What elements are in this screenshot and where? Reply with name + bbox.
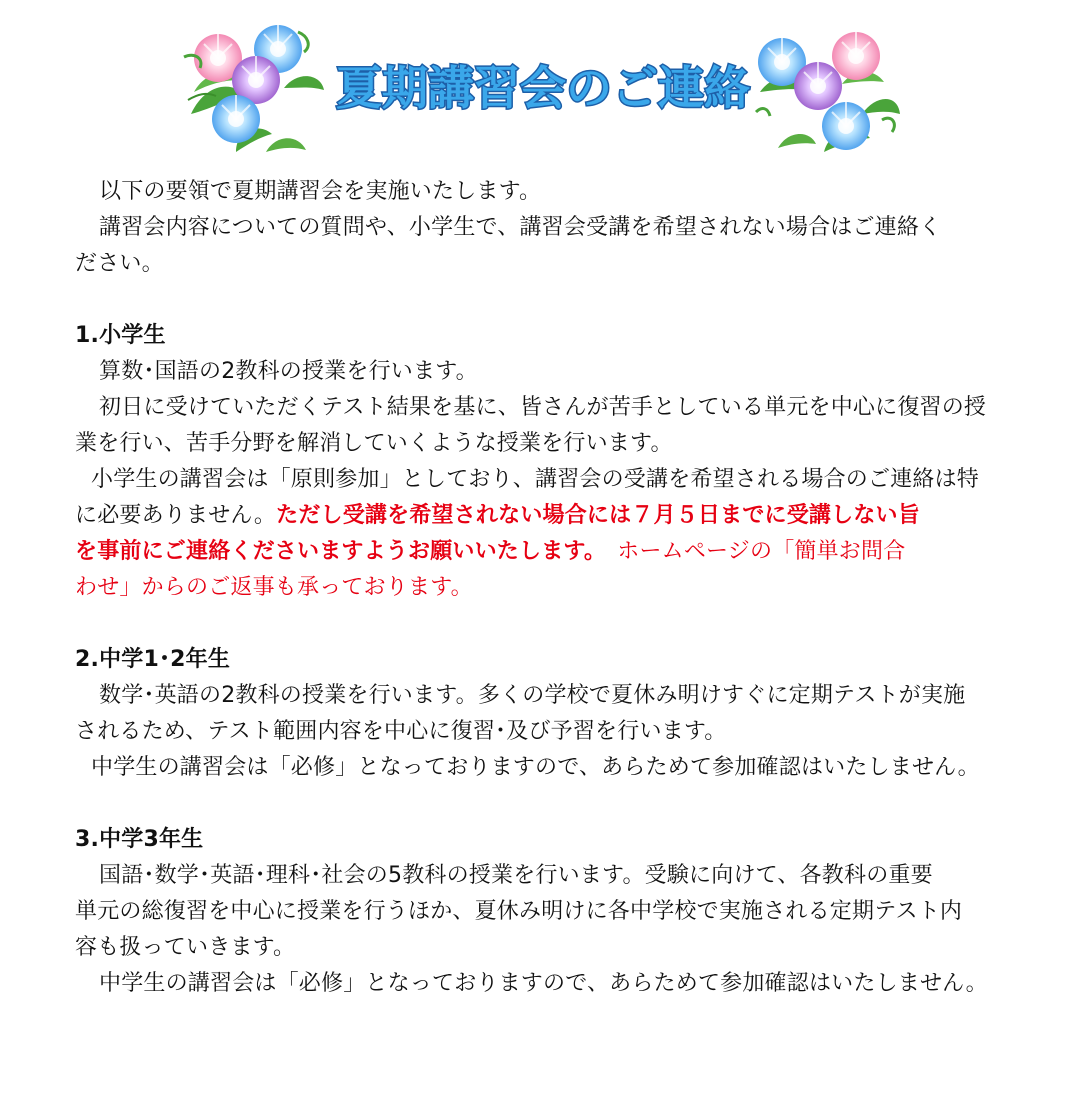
intro-line-2: 講習会内容についての質問や、小学生で、講習会受講を希望されない場合はご連絡く — [99, 215, 942, 240]
junior3-paragraph-1b: 単元の総復習を中心に授業を行うほか、夏休み明けに各中学校で実施される定期テスト内 — [75, 899, 963, 924]
section-heading-junior-3: 3.中学3年生 — [75, 827, 204, 852]
morning-glory-right-icon — [752, 22, 902, 167]
elementary-contact-request: を事前にご連絡くださいますようお願いいたします。 — [75, 539, 596, 564]
page-title: 夏期講習会のご連絡 — [336, 62, 750, 114]
elementary-paragraph-2a: 初日に受けていただくテスト結果を基に、皆さんが苦手としている単元を中心に復習の授 — [99, 395, 987, 420]
elementary-paragraph-3a: 小学生の講習会は「原則参加」としており、講習会の受講を希望される場合のご連絡は特 — [91, 467, 980, 492]
junior3-paragraph-1c: 容も扱っていきます。 — [75, 935, 296, 960]
junior12-paragraph-1a: 数学･英語の2教科の授業を行います。多くの学校で夏休み明けすぐに定期テストが実施 — [99, 683, 966, 708]
intro-line-1: 以下の要領で夏期講習会を実施いたします。 — [99, 179, 542, 204]
junior12-paragraph-1b: されるため、テスト範囲内容を中心に復習･及び予習を行います。 — [75, 719, 727, 744]
junior12-paragraph-2: 中学生の講習会は「必修」となっておりますので、あらためて参加確認はいたしません。 — [91, 755, 980, 780]
homepage-contact-note-continued: わせ」からのご返事も承っております。 — [75, 575, 473, 600]
elementary-paragraph-1: 算数･国語の2教科の授業を行います。 — [99, 359, 478, 384]
elementary-deadline-warning: ただし受講を希望されない場合には７月５日までに受講しない旨 — [276, 503, 920, 528]
section-heading-elementary: 1.小学生 — [75, 323, 166, 348]
homepage-contact-note: ホームページの「簡単お問合 — [595, 539, 906, 564]
intro-line-3: ださい。 — [75, 251, 164, 276]
announcement-body — [75, 174, 1005, 1002]
header — [0, 0, 1074, 170]
elementary-normal-note: に必要ありません。 — [75, 503, 277, 528]
junior3-paragraph-1a: 国語･数学･英語･理科･社会の5教科の授業を行います。受験に向けて、各教科の重要 — [99, 863, 933, 888]
junior3-paragraph-2: 中学生の講習会は「必修」となっておりますので、あらためて参加確認はいたしません。 — [99, 971, 988, 996]
elementary-paragraph-3b — [75, 498, 1005, 534]
section-heading-junior-1-2: 2.中学1･2年生 — [75, 647, 231, 672]
title-logo — [333, 56, 753, 126]
morning-glory-left-icon — [176, 22, 326, 167]
elementary-paragraph-3c — [75, 534, 1005, 570]
elementary-paragraph-2b: 業を行い、苦手分野を解消していくような授業を行います。 — [75, 431, 673, 456]
